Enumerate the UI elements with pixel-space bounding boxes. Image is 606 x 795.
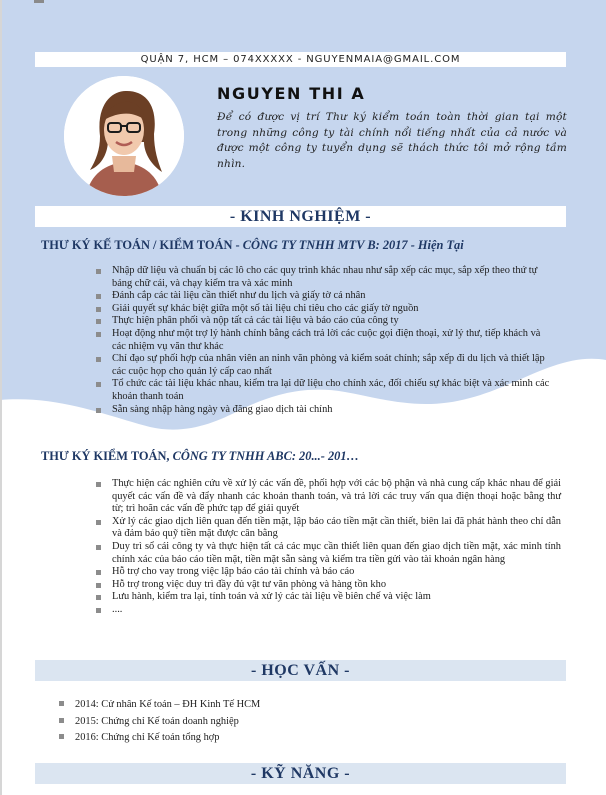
job-2-title	[41, 449, 359, 464]
skills-heading: - KỸ NĂNG -	[35, 763, 566, 784]
job-1-title	[41, 238, 464, 253]
avatar	[64, 76, 184, 196]
job-2-duties	[95, 478, 561, 617]
avatar-portrait-icon	[64, 76, 184, 196]
page-edge	[0, 0, 2, 795]
career-objective: Để có được vị trí Thư ký kiểm toán toàn thời gian tại một trong những công ty tài chính nổi tiếng nhất của cả nước và được một công ty tuyển dụng sẽ thách thức tôi mở rộng tầm nhìn.	[217, 111, 567, 170]
list-item: Nhập dữ liệu và chuẩn bị các lô cho các quy trình khác nhau như sắp xếp các mục, sắp xếp theo thứ tự bảng chữ cái, và chạy kiểm tra và xác minh	[95, 265, 550, 290]
job-1-position: THƯ KÝ KẾ TOÁN / KIỂM TOÁN -	[41, 238, 240, 252]
list-item: Sẵn sàng nhập hàng ngày và đăng giao dịch tài chính	[95, 404, 550, 417]
job-2-position: THƯ KÝ KIỂM TOÁN,	[41, 449, 170, 463]
candidate-name: NGUYEN THI A	[217, 84, 366, 103]
list-item: Đánh cắp các tài liệu cần thiết như du lịch và giấy tờ cá nhân	[95, 290, 550, 303]
contact-info: QUẬN 7, HCM – 074XXXXX - NGUYENMAIA@GMAIL.COM	[35, 52, 566, 67]
list-item: Giải quyết sự khác biệt giữa một số tài liệu chi tiêu cho các giấy tờ nguồn	[95, 303, 550, 316]
education-list	[58, 697, 538, 747]
list-item: Hỗ trợ trong việc duy trì đầy đủ vật tư văn phòng và hàng tồn kho	[95, 579, 561, 592]
list-item: ....	[95, 604, 561, 617]
job-1-company: CÔNG TY TNHH MTV B: 2017 - Hiện Tại	[242, 238, 464, 252]
list-item: Tổ chức các tài liệu khác nhau, kiểm tra lại dữ liệu cho chính xác, đối chiếu sự khác biệt và xác minh các khoản thanh toán	[95, 378, 550, 403]
experience-heading: - KINH NGHIỆM -	[35, 206, 566, 227]
corner-mark	[34, 0, 44, 3]
list-item: Chỉ đạo sự phối hợp của nhân viên an ninh văn phòng và kiểm soát chính; sắp xếp đi du lịch và thiết lập các cuộc họp cho quản lý cấp cao nhất	[95, 353, 550, 378]
list-item: Lưu hành, kiểm tra lại, tính toán và xử lý các tài liệu về biên chế và việc làm	[95, 591, 561, 604]
education-heading: - HỌC VẤN -	[35, 660, 566, 681]
list-item: Thực hiện phân phối và nộp tất cả các tài liệu và báo cáo của công ty	[95, 315, 550, 328]
list-item: Hỗ trợ cho vay trong việc lập báo cáo tài chính và báo cáo	[95, 566, 561, 579]
list-item: 2015: Chứng chỉ Kế toán doanh nghiệp	[58, 714, 538, 731]
job-2-company: CÔNG TY TNHH ABC: 20...- 201…	[172, 449, 359, 463]
list-item: Xử lý các giao dịch liên quan đến tiền mặt, lập báo cáo tiền mặt cần thiết, biên lai đã phát hành theo chỉ dẫn và đảm bảo quỹ tiền mặt được cân bằng	[95, 516, 561, 541]
list-item: Hoạt động như một trợ lý hành chính bằng cách trả lời các cuộc gọi điện thoại, xử lý thư, tiếp khách và các nhiệm vụ văn thư khác	[95, 328, 550, 353]
job-1-duties	[95, 265, 550, 416]
list-item: Thực hiện các nghiên cứu về xử lý các vấn đề, phối hợp với các bộ phận và nhà cung cấp khác nhau để giải quyết các vấn đề và đẩy nhanh các khoản thanh toán, và trả lời các truy vấn qua điện thoại hoặc bằng thư từ; trì hoãn các vấn đề phức tạp để giải quyết	[95, 478, 561, 516]
list-item: 2016: Chứng chỉ Kế toán tổng hợp	[58, 730, 538, 747]
list-item: Duy trì sổ cái công ty và thực hiện tất cả các mục cần thiết liên quan đến giao dịch tiền mặt, xác minh tính chính xác của báo cáo tiền mặt, tiền mặt sẵn sàng và kiểm tra tiền gửi vào tài khoản ngân hàng	[95, 541, 561, 566]
list-item: 2014: Cử nhân Kế toán – ĐH Kinh Tế HCM	[58, 697, 538, 714]
